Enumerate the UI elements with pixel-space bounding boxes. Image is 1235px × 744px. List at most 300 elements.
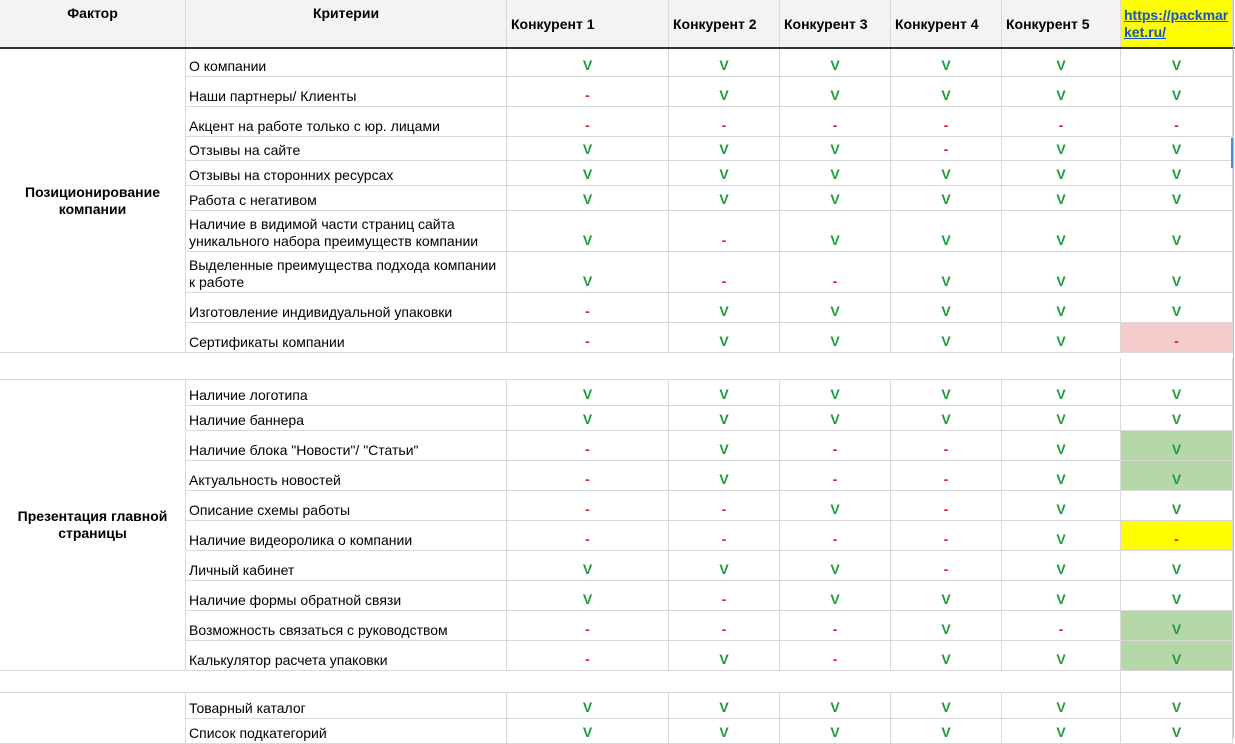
competitor-4-value-cell[interactable]	[891, 323, 1002, 353]
competitor-1-value-cell[interactable]	[507, 551, 669, 581]
competitor-5-value-cell[interactable]	[1002, 161, 1121, 186]
criterion-cell[interactable]	[186, 380, 507, 406]
competitor-3-value-cell[interactable]	[780, 252, 891, 293]
check-mark: V	[941, 651, 951, 667]
competitor-3-value-cell[interactable]	[780, 107, 891, 137]
check-mark: V	[941, 273, 951, 289]
competitor-5-value-cell[interactable]	[1002, 461, 1121, 491]
criterion-cell[interactable]	[186, 521, 507, 551]
competitor-1-value-cell[interactable]	[507, 211, 669, 252]
check-mark: V	[830, 87, 840, 103]
dash-mark: -	[943, 501, 949, 517]
criterion-cell[interactable]	[186, 406, 507, 431]
criterion-label: Сертификаты компании	[189, 334, 345, 350]
competitor-3-value-cell[interactable]	[780, 137, 891, 161]
check-mark: V	[582, 591, 593, 607]
criterion-cell[interactable]	[186, 719, 507, 744]
criterion-label: Изготовление индивидуальной упаковки	[189, 304, 453, 320]
factor-label: Презентация главной страницы	[17, 508, 168, 541]
competitor-4-value-cell[interactable]	[891, 293, 1002, 323]
check-mark: V	[941, 166, 951, 182]
criterion-cell[interactable]	[186, 293, 507, 323]
check-mark: V	[941, 724, 951, 740]
competitor-4-value-cell[interactable]	[891, 49, 1002, 77]
competitor-5-value-cell[interactable]	[1002, 186, 1121, 211]
competitor-2-value-cell[interactable]	[669, 293, 780, 323]
dash-mark: -	[721, 591, 727, 607]
competitor-4-value-cell[interactable]	[891, 693, 1002, 719]
competitor-1-value-cell[interactable]	[507, 323, 669, 353]
check-mark: V	[941, 57, 951, 73]
competitor-1-value-cell[interactable]	[507, 77, 669, 107]
competitor-3-value-cell[interactable]	[780, 380, 891, 406]
competitor-3-value-cell[interactable]	[780, 293, 891, 323]
competitor-2-value-cell[interactable]	[669, 77, 780, 107]
check-mark: V	[582, 699, 593, 715]
competitor-5-value-cell[interactable]	[1002, 431, 1121, 461]
check-mark: V	[1171, 141, 1182, 157]
competitor-2-value-cell[interactable]	[669, 461, 780, 491]
competitor-1-value-cell[interactable]	[507, 406, 669, 431]
dash-mark: -	[943, 471, 949, 487]
competitor-4-value-cell[interactable]	[891, 491, 1002, 521]
criterion-cell[interactable]	[186, 323, 507, 353]
competitor-1-value-cell[interactable]	[507, 491, 669, 521]
criterion-cell[interactable]	[186, 211, 507, 252]
competitor-4-value-cell[interactable]	[891, 211, 1002, 252]
check-mark: V	[719, 166, 729, 182]
dash-mark: -	[721, 531, 727, 547]
dash-mark: -	[1058, 117, 1064, 133]
check-mark: V	[1056, 531, 1066, 547]
competitor-5-value-cell[interactable]	[1002, 293, 1121, 323]
check-mark: V	[1056, 651, 1066, 667]
competitor-5-value-cell[interactable]	[1002, 49, 1121, 77]
check-mark: V	[1056, 273, 1066, 289]
criterion-label: Возможность связаться с руководством	[189, 622, 448, 638]
dash-mark: -	[721, 501, 727, 517]
check-mark: V	[1056, 333, 1066, 349]
own-site-value-cell[interactable]	[1121, 211, 1233, 252]
header-competitor-4[interactable]	[891, 0, 1002, 48]
competitor-2-value-cell[interactable]	[669, 107, 780, 137]
dash-mark: -	[943, 141, 949, 157]
dash-mark: -	[943, 117, 949, 133]
own-site-value-cell[interactable]	[1121, 77, 1233, 107]
header-factor-label: Фактор	[67, 5, 118, 21]
own-site-value-cell[interactable]	[1121, 252, 1233, 293]
criterion-cell[interactable]	[186, 186, 507, 211]
check-mark: V	[830, 166, 840, 182]
check-mark: V	[719, 191, 729, 207]
competitor-3-value-cell[interactable]	[780, 211, 891, 252]
criterion-label: Наличие логотипа	[189, 387, 308, 403]
check-mark: V	[941, 621, 951, 637]
check-mark: V	[1171, 191, 1182, 207]
criterion-cell[interactable]	[186, 107, 507, 137]
own-site-value-cell[interactable]	[1121, 406, 1233, 431]
competitor-4-value-cell[interactable]	[891, 161, 1002, 186]
competitor-2-value-cell[interactable]	[669, 431, 780, 461]
competitor-5-value-cell[interactable]	[1002, 693, 1121, 719]
dash-mark: -	[585, 621, 590, 637]
competitor-3-value-cell[interactable]	[780, 693, 891, 719]
check-mark: V	[719, 724, 729, 740]
check-mark: V	[1056, 471, 1066, 487]
check-mark: V	[1171, 621, 1182, 637]
criterion-label: Наличие видеоролика о компании	[189, 532, 413, 548]
check-mark: V	[582, 386, 593, 402]
criterion-label: Отзывы на сторонних ресурсах	[189, 167, 394, 183]
check-mark: V	[1056, 141, 1066, 157]
criterion-cell[interactable]	[186, 49, 507, 77]
dash-mark: -	[832, 273, 838, 289]
competitor-3-value-cell[interactable]	[780, 491, 891, 521]
competitor-4-value-cell[interactable]	[891, 107, 1002, 137]
competitor-2-value-cell[interactable]	[669, 719, 780, 744]
criterion-label: Отзывы на сайте	[189, 142, 301, 158]
dash-mark: -	[832, 117, 838, 133]
check-mark: V	[1171, 386, 1182, 402]
competitor-3-value-cell[interactable]	[780, 406, 891, 431]
spacer-row[interactable]	[0, 671, 1121, 693]
competitor-5-value-cell[interactable]	[1002, 551, 1121, 581]
competitor-1-value-cell[interactable]	[507, 641, 669, 671]
dash-mark: -	[721, 232, 727, 248]
criterion-label: Актуальность новостей	[189, 472, 341, 488]
check-mark: V	[941, 386, 951, 402]
competitor-1-value-cell[interactable]	[507, 161, 669, 186]
header-competitor-2[interactable]	[669, 0, 780, 48]
header-criteria[interactable]	[186, 0, 507, 48]
competitor-2-value-cell[interactable]	[669, 581, 780, 611]
dash-mark: -	[585, 501, 590, 517]
criterion-cell[interactable]	[186, 693, 507, 719]
dash-mark: -	[721, 273, 727, 289]
check-mark: V	[1056, 501, 1066, 517]
own-site-value-cell[interactable]	[1121, 581, 1233, 611]
competitor-3-value-cell[interactable]	[780, 521, 891, 551]
competitor-2-value-cell[interactable]	[669, 611, 780, 641]
check-mark: V	[582, 57, 593, 73]
competitor-5-value-cell[interactable]	[1002, 137, 1121, 161]
own-site-link[interactable]: https://packmarket.ru/	[1124, 6, 1229, 40]
own-site-value-cell[interactable]	[1121, 693, 1233, 719]
check-mark: V	[830, 501, 840, 517]
competitor-3-value-cell[interactable]	[780, 641, 891, 671]
check-mark: V	[582, 273, 593, 289]
check-mark: V	[830, 191, 840, 207]
check-mark: V	[830, 141, 840, 157]
competitor-4-value-cell[interactable]	[891, 719, 1002, 744]
competitor-4-value-cell[interactable]	[891, 551, 1002, 581]
competitor-5-value-cell[interactable]	[1002, 491, 1121, 521]
competitor-2-value-cell[interactable]	[669, 491, 780, 521]
competitor-4-value-cell[interactable]	[891, 77, 1002, 107]
check-mark: V	[830, 232, 840, 248]
check-mark: V	[719, 141, 729, 157]
check-mark: V	[1056, 724, 1066, 740]
criterion-label: Выделенные преимущества подхода компании к работе	[189, 257, 497, 290]
own-site-value-cell[interactable]	[1121, 293, 1233, 323]
check-mark: V	[1171, 471, 1182, 487]
competitor-1-value-cell[interactable]	[507, 252, 669, 293]
header-competitor-2-label: Конкурент 2	[673, 15, 757, 32]
competitor-3-value-cell[interactable]	[780, 719, 891, 744]
competitor-5-value-cell[interactable]	[1002, 211, 1121, 252]
competitor-2-value-cell[interactable]	[669, 186, 780, 211]
competitor-5-value-cell[interactable]	[1002, 581, 1121, 611]
dash-mark: -	[832, 441, 838, 457]
competitor-3-value-cell[interactable]	[780, 431, 891, 461]
check-mark: V	[1056, 699, 1066, 715]
dash-mark: -	[1058, 621, 1064, 637]
dash-mark: -	[832, 651, 838, 667]
own-site-value-cell[interactable]	[1121, 107, 1233, 137]
competitor-2-value-cell[interactable]	[669, 693, 780, 719]
check-mark: V	[1056, 411, 1066, 427]
competitor-2-value-cell[interactable]	[669, 380, 780, 406]
own-site-value-cell[interactable]	[1121, 551, 1233, 581]
own-site-value-cell[interactable]	[1121, 186, 1233, 211]
spacer-row[interactable]	[0, 358, 1121, 380]
own-site-value-cell[interactable]	[1121, 323, 1233, 353]
own-site-value-cell[interactable]	[1121, 49, 1233, 77]
criterion-cell[interactable]	[186, 551, 507, 581]
competitor-2-value-cell[interactable]	[669, 323, 780, 353]
header-competitor-3[interactable]	[780, 0, 891, 48]
criterion-label: Наличие формы обратной связи	[189, 592, 402, 608]
competitor-1-value-cell[interactable]	[507, 186, 669, 211]
competitor-3-value-cell[interactable]	[780, 551, 891, 581]
competitor-5-value-cell[interactable]	[1002, 107, 1121, 137]
criterion-cell[interactable]	[186, 641, 507, 671]
check-mark: V	[719, 651, 729, 667]
check-mark: V	[830, 411, 840, 427]
competitor-1-value-cell[interactable]	[507, 581, 669, 611]
criterion-label: Наличие блока "Новости"/ "Статьи"	[189, 442, 419, 458]
check-mark: V	[582, 411, 593, 427]
competitor-1-value-cell[interactable]	[507, 611, 669, 641]
criterion-label: Наличие баннера	[189, 412, 304, 428]
check-mark: V	[1171, 57, 1182, 73]
competitor-5-value-cell[interactable]	[1002, 719, 1121, 744]
check-mark: V	[719, 411, 729, 427]
check-mark: V	[1056, 386, 1066, 402]
check-mark: V	[941, 191, 951, 207]
competitor-4-value-cell[interactable]	[891, 431, 1002, 461]
dash-mark: -	[832, 531, 838, 547]
competitor-3-value-cell[interactable]	[780, 323, 891, 353]
check-mark: V	[1171, 441, 1182, 457]
dash-mark: -	[585, 651, 590, 667]
competitor-1-value-cell[interactable]	[507, 719, 669, 744]
factor-cell[interactable]	[0, 49, 186, 353]
header-factor[interactable]	[0, 0, 186, 48]
competitor-5-value-cell[interactable]	[1002, 641, 1121, 671]
check-mark: V	[1056, 303, 1066, 319]
factor-label: Позиционирование компании	[25, 183, 160, 217]
competitor-2-value-cell[interactable]	[669, 49, 780, 77]
competitor-4-value-cell[interactable]	[891, 581, 1002, 611]
criterion-cell[interactable]	[186, 491, 507, 521]
competitor-4-value-cell[interactable]	[891, 380, 1002, 406]
check-mark: V	[941, 699, 951, 715]
check-mark: V	[830, 699, 840, 715]
header-divider	[0, 47, 1235, 49]
dash-mark: -	[832, 621, 838, 637]
competitor-2-value-cell[interactable]	[669, 161, 780, 186]
criterion-cell[interactable]	[186, 252, 507, 293]
check-mark: V	[1056, 561, 1066, 577]
competitor-5-value-cell[interactable]	[1002, 521, 1121, 551]
check-mark: V	[1056, 87, 1066, 103]
competitor-5-value-cell[interactable]	[1002, 380, 1121, 406]
competitor-1-value-cell[interactable]	[507, 693, 669, 719]
check-mark: V	[1056, 166, 1066, 182]
criterion-label: Товарный каталог	[189, 700, 306, 716]
own-site-value-cell[interactable]	[1121, 380, 1233, 406]
header-competitor-4-label: Конкурент 4	[895, 15, 979, 32]
competitor-3-value-cell[interactable]	[780, 581, 891, 611]
dash-mark: -	[585, 531, 590, 547]
spacer-row-end[interactable]	[1121, 671, 1233, 693]
dash-mark: -	[943, 561, 949, 577]
check-mark: V	[582, 166, 593, 182]
competitor-4-value-cell[interactable]	[891, 611, 1002, 641]
competitor-5-value-cell[interactable]	[1002, 611, 1121, 641]
dash-mark: -	[585, 117, 590, 133]
competitor-2-value-cell[interactable]	[669, 641, 780, 671]
check-mark: V	[582, 724, 593, 740]
check-mark: V	[582, 141, 593, 157]
header-competitor-5-label: Конкурент 5	[1006, 15, 1090, 32]
competitor-3-value-cell[interactable]	[780, 77, 891, 107]
check-mark: V	[1171, 232, 1182, 248]
dash-mark: -	[1174, 531, 1179, 547]
competitor-1-value-cell[interactable]	[507, 431, 669, 461]
check-mark: V	[1056, 191, 1066, 207]
competitor-2-value-cell[interactable]	[669, 137, 780, 161]
competitor-5-value-cell[interactable]	[1002, 323, 1121, 353]
check-mark: V	[1171, 561, 1182, 577]
criterion-cell[interactable]	[186, 77, 507, 107]
check-mark: V	[941, 87, 951, 103]
check-mark: V	[719, 386, 729, 402]
competitor-1-value-cell[interactable]	[507, 461, 669, 491]
header-competitor-5[interactable]	[1002, 0, 1121, 48]
competitor-3-value-cell[interactable]	[780, 186, 891, 211]
competitor-3-value-cell[interactable]	[780, 161, 891, 186]
criterion-label: О компании	[189, 58, 267, 74]
check-mark: V	[830, 561, 840, 577]
check-mark: V	[1171, 303, 1182, 319]
competitor-4-value-cell[interactable]	[891, 137, 1002, 161]
check-mark: V	[830, 333, 840, 349]
competitor-5-value-cell[interactable]	[1002, 252, 1121, 293]
competitor-1-value-cell[interactable]	[507, 380, 669, 406]
competitor-1-value-cell[interactable]	[507, 137, 669, 161]
check-mark: V	[719, 561, 729, 577]
check-mark: V	[941, 411, 951, 427]
criterion-cell[interactable]	[186, 461, 507, 491]
competitor-4-value-cell[interactable]	[891, 461, 1002, 491]
competitor-3-value-cell[interactable]	[780, 611, 891, 641]
competitor-3-value-cell[interactable]	[780, 461, 891, 491]
own-site-value-cell[interactable]	[1121, 461, 1233, 491]
spacer-row-end[interactable]	[1121, 358, 1233, 380]
own-site-value-cell[interactable]	[1121, 719, 1233, 744]
competitor-4-value-cell[interactable]	[891, 252, 1002, 293]
check-mark: V	[1171, 699, 1182, 715]
check-mark: V	[830, 303, 840, 319]
competitor-5-value-cell[interactable]	[1002, 406, 1121, 431]
criterion-cell[interactable]	[186, 137, 507, 161]
own-site-value-cell[interactable]	[1121, 491, 1233, 521]
competitor-2-value-cell[interactable]	[669, 252, 780, 293]
criterion-cell[interactable]	[186, 161, 507, 186]
check-mark: V	[1171, 501, 1182, 517]
competitor-4-value-cell[interactable]	[891, 186, 1002, 211]
own-site-value-cell[interactable]	[1121, 431, 1233, 461]
dash-mark: -	[721, 621, 727, 637]
check-mark: V	[719, 471, 729, 487]
competitor-2-value-cell[interactable]	[669, 521, 780, 551]
competitor-2-value-cell[interactable]	[669, 406, 780, 431]
check-mark: V	[941, 591, 951, 607]
competitor-1-value-cell[interactable]	[507, 293, 669, 323]
competitor-4-value-cell[interactable]	[891, 641, 1002, 671]
own-site-value-cell[interactable]	[1121, 641, 1233, 671]
competitor-4-value-cell[interactable]	[891, 521, 1002, 551]
competitor-4-value-cell[interactable]	[891, 406, 1002, 431]
header-own-site[interactable]	[1121, 0, 1233, 48]
header-competitor-1-label: Конкурент 1	[511, 15, 595, 32]
dash-mark: -	[585, 303, 590, 319]
header-criteria-label: Критерии	[312, 5, 380, 21]
check-mark: V	[1171, 651, 1182, 667]
own-site-value-cell[interactable]	[1121, 137, 1233, 161]
factor-cell[interactable]	[0, 693, 186, 744]
criterion-cell[interactable]	[186, 581, 507, 611]
criterion-label: Список подкатегорий	[189, 725, 327, 741]
criterion-cell[interactable]	[186, 431, 507, 461]
competitor-2-value-cell[interactable]	[669, 551, 780, 581]
own-site-value-cell[interactable]	[1121, 611, 1233, 641]
check-mark: V	[830, 57, 840, 73]
selection-indicator	[1231, 138, 1233, 168]
criterion-cell[interactable]	[186, 611, 507, 641]
header-competitor-1[interactable]	[507, 0, 669, 48]
check-mark: V	[1056, 57, 1066, 73]
check-mark: V	[830, 386, 840, 402]
check-mark: V	[582, 561, 593, 577]
competitor-2-value-cell[interactable]	[669, 211, 780, 252]
competitor-5-value-cell[interactable]	[1002, 77, 1121, 107]
check-mark: V	[719, 441, 729, 457]
own-site-value-cell[interactable]	[1121, 521, 1233, 551]
competitor-1-value-cell[interactable]	[507, 107, 669, 137]
own-site-value-cell[interactable]	[1121, 161, 1233, 186]
dash-mark: -	[585, 333, 590, 349]
check-mark: V	[719, 57, 729, 73]
competitor-1-value-cell[interactable]	[507, 49, 669, 77]
check-mark: V	[1171, 411, 1182, 427]
competitor-1-value-cell[interactable]	[507, 521, 669, 551]
competitor-3-value-cell[interactable]	[780, 49, 891, 77]
factor-cell[interactable]	[0, 380, 186, 671]
check-mark: V	[1056, 591, 1066, 607]
